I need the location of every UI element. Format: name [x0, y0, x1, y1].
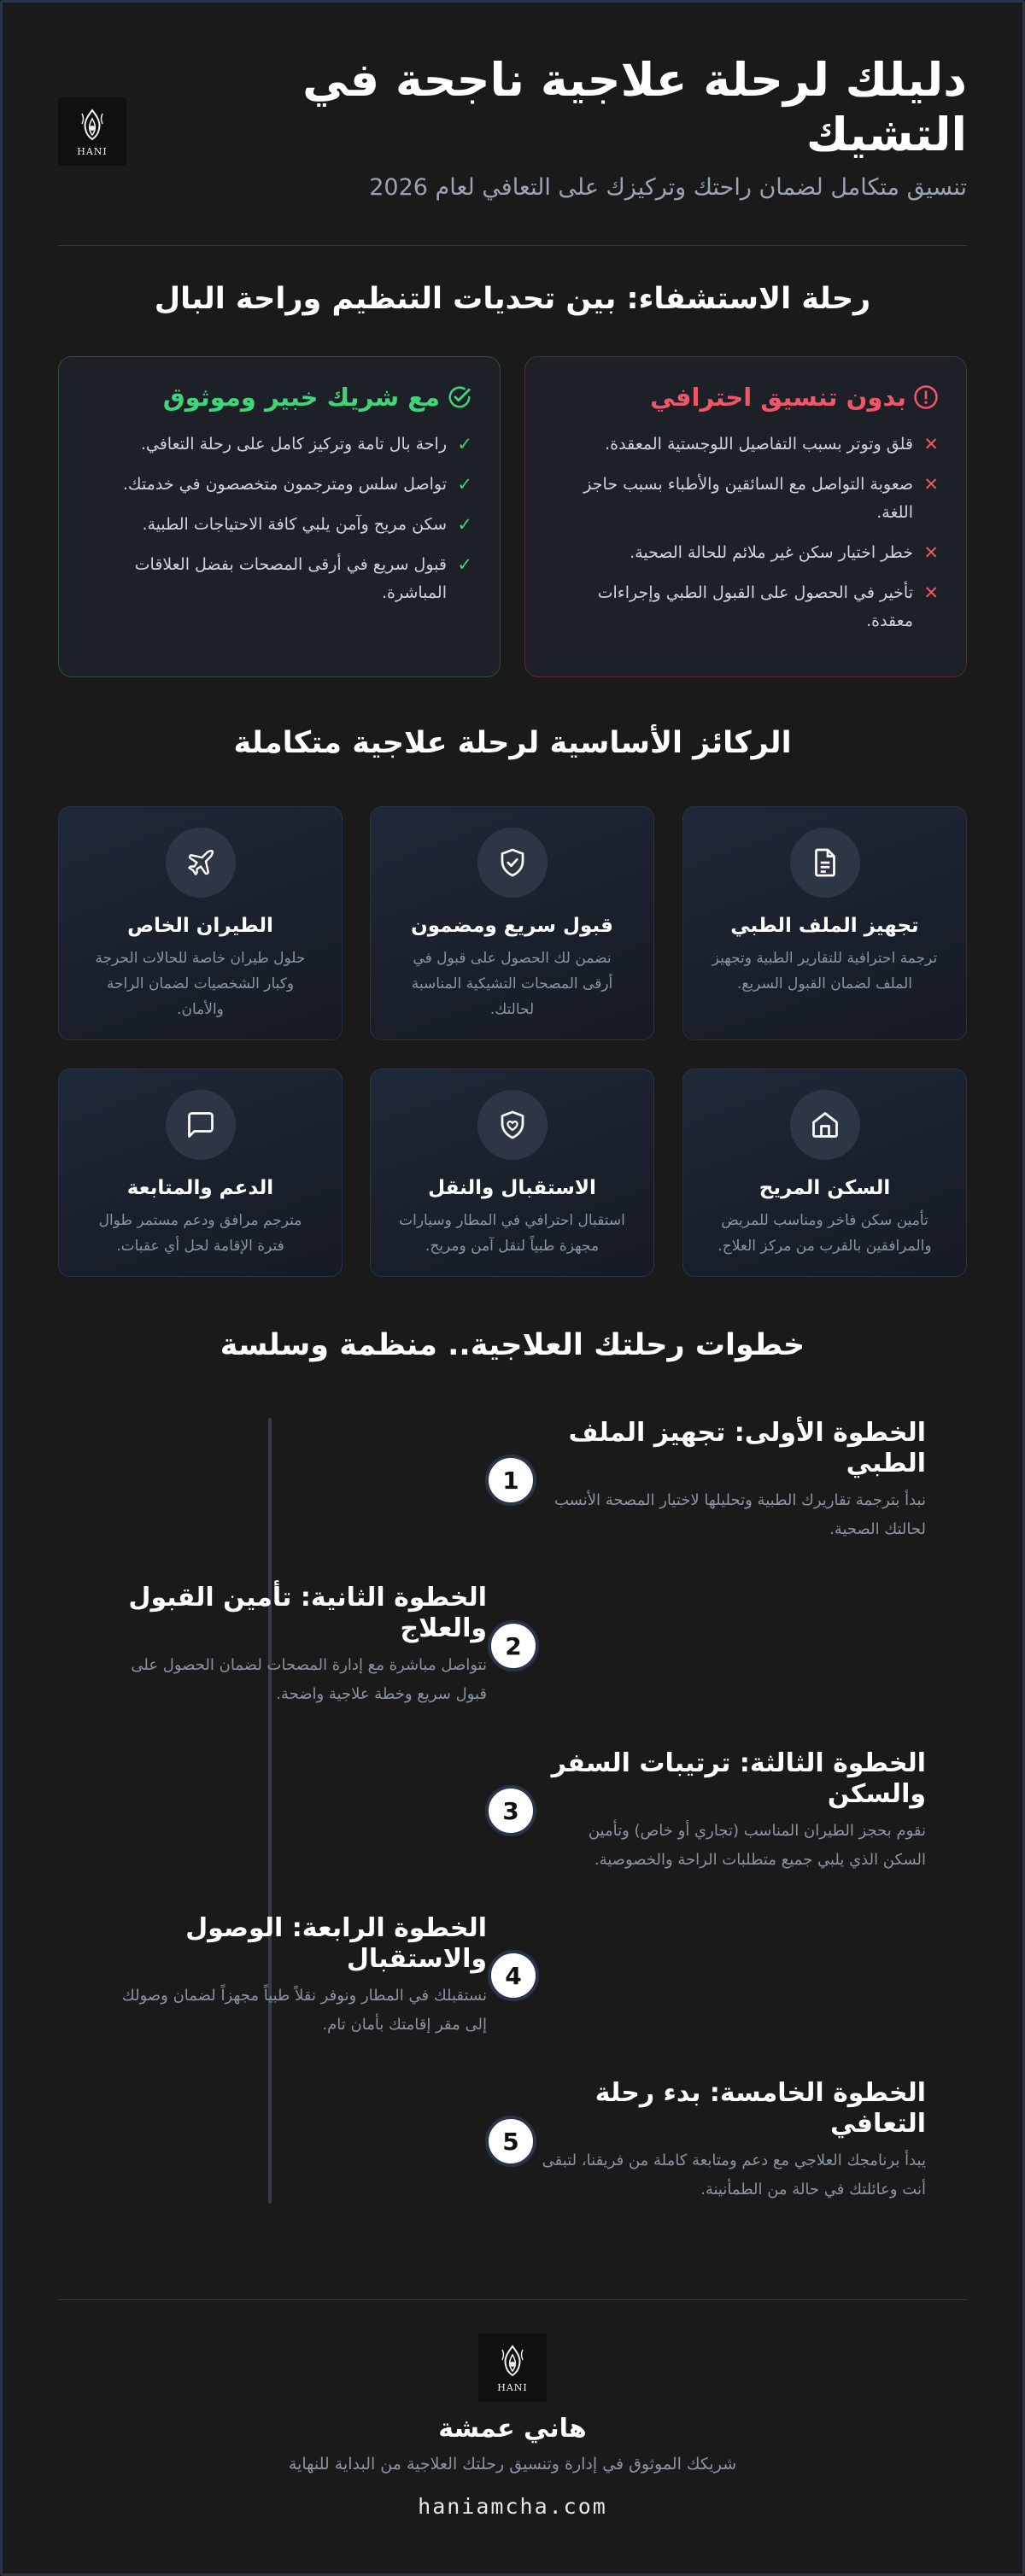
alert-circle-icon	[913, 384, 939, 410]
x-mark-icon: ✕	[923, 583, 939, 603]
footer-website-link[interactable]: haniamcha.com	[418, 2494, 607, 2519]
page-title: دليلك لرحلة علاجية ناجحة في التشيك	[302, 53, 967, 161]
pillar-desc: نضمن لك الحصول على قبول في أرقى المصحات التشيكية المناسبة لحالتك.	[411, 950, 613, 1018]
pillar-title: قبول سريع ومضمون	[411, 915, 613, 937]
list-item: ✕ صعوبة التواصل مع السائقين والأطباء بسبب حاجز اللغة.	[553, 471, 939, 527]
with-partner-card	[58, 356, 501, 677]
step-desc: نتواصل مباشرة مع إدارة المصحات لضمان الحصول على قبول سريع وخطة علاجية واضحة.	[131, 1656, 487, 1703]
list-item: ✕ خطر اختيار سكن غير ملائم للحالة الصحية.	[553, 539, 939, 567]
step-title: الخطوة الثالثة: ترتيبات السفر والسكن	[551, 1748, 926, 1809]
step-title: الخطوة الثانية: تأمين القبول والعلاج	[128, 1583, 487, 1643]
step-title: الخطوة الأولى: تجهيز الملف الطبي	[568, 1418, 926, 1478]
step-4	[102, 1913, 487, 2040]
flame-logo-icon	[495, 2343, 530, 2380]
steps-title: خطوات رحلتك العلاجية.. منظمة وسلسة	[220, 1328, 805, 1362]
pillar-title: الدعم والمتابعة	[126, 1177, 274, 1199]
chat-bubble-icon	[185, 1109, 216, 1140]
pillar-fast-admission	[370, 806, 654, 1040]
step-number-3: 3	[485, 1785, 536, 1836]
logo-text: HANI	[77, 145, 108, 157]
pillar-title: تجهيز الملف الطبي	[730, 915, 919, 937]
pillar-reception-transport	[370, 1068, 654, 1277]
step-1	[542, 1418, 926, 1544]
pillar-private-flight	[58, 806, 343, 1040]
step-number-5: 5	[485, 2116, 536, 2167]
footer-divider	[58, 2299, 967, 2300]
shield-heart-icon	[497, 1109, 528, 1140]
step-desc: نبدأ بترجمة تقاريرك الطبية وتحليلها لاختيار المصحة الأنسب لحالتك الصحية.	[554, 1491, 926, 1538]
pillars-title: الركائز الأساسية لرحلة علاجية متكاملة	[233, 726, 792, 760]
x-mark-icon: ✕	[923, 542, 939, 563]
pillar-title: الطيران الخاص	[127, 915, 273, 937]
x-mark-icon: ✕	[923, 474, 939, 495]
step-number-2: 2	[488, 1620, 539, 1671]
page-header	[58, 53, 967, 207]
header-divider	[58, 245, 967, 246]
step-desc: نقوم بحجز الطيران المناسب (تجاري أو خاص) وتأمين السكن الذي يلبي جميع متطلبات الراحة والخصوصية.	[588, 1822, 926, 1869]
check-mark-icon: ✓	[457, 474, 472, 495]
list-item: ✓ تواصل سلس ومترجمون متخصصون في خدمتك.	[86, 471, 472, 499]
footer-tagline: شريكك الموثوق في إدارة وتنسيق رحلتك العلاجية من البداية للنهاية	[288, 2455, 737, 2474]
pillar-accommodation	[682, 1068, 967, 1277]
with-card-title: مع شريك خبير وموثوق	[162, 383, 440, 412]
pillar-title: السكن المريح	[758, 1177, 891, 1199]
check-circle-icon	[447, 384, 472, 410]
check-mark-icon: ✓	[457, 434, 472, 454]
pillar-desc: تأمين سكن فاخر ومناسب للمريض والمرافقين بالقرب من مركز العلاج.	[718, 1212, 932, 1255]
list-item: ✓ راحة بال تامة وتركيز كامل على رحلة التعافي.	[86, 430, 472, 459]
step-number-1: 1	[485, 1455, 536, 1506]
list-item: ✕ تأخير في الحصول على القبول الطبي وإجراءات معقدة.	[553, 579, 939, 635]
list-item: ✓ قبول سريع في أرقى المصحات بفضل العلاقات المباشرة.	[86, 551, 472, 607]
pillar-title: الاستقبال والنقل	[428, 1177, 596, 1199]
step-number-4: 4	[488, 1950, 539, 2001]
flame-logo-icon	[75, 107, 109, 144]
page-subtitle: تنسيق متكامل لضمان راحتك وتركيزك على التعافي لعام 2026	[369, 174, 967, 201]
without-list	[553, 430, 939, 635]
footer-logo	[478, 2333, 547, 2402]
shield-check-icon	[497, 847, 528, 878]
step-desc: نستقبلك في المطار ونوفر نقلاً طبياً مجهزاً لضمان وصولك إلى مقر إقامتك بأمان تام.	[121, 1987, 487, 2034]
pillar-support-followup	[58, 1068, 343, 1277]
step-5	[542, 2078, 926, 2204]
plane-icon	[185, 847, 216, 878]
pillar-desc: ترجمة احترافية للتقارير الطبية وتجهيز الملف لضمان القبول السريع.	[712, 950, 938, 992]
step-2	[102, 1583, 487, 1709]
timeline-line	[268, 1418, 272, 2204]
without-coordination-card	[524, 356, 967, 677]
list-item: ✕ قلق وتوتر بسبب التفاصيل اللوجستية المعقدة.	[553, 430, 939, 459]
comparison-title: رحلة الاستشفاء: بين تحديات التنظيم وراحة البال	[154, 282, 871, 316]
pillar-desc: مترجم مرافق ودعم مستمر طوال فترة الإقامة لحل أي عقبات.	[98, 1212, 302, 1255]
file-text-icon	[810, 847, 840, 878]
check-mark-icon: ✓	[457, 514, 472, 535]
with-card-header	[86, 383, 472, 412]
with-list	[86, 430, 472, 607]
x-mark-icon: ✕	[923, 434, 939, 454]
step-title: الخطوة الرابعة: الوصول والاستقبال	[185, 1913, 487, 1974]
check-mark-icon: ✓	[457, 554, 472, 575]
without-card-header	[553, 383, 939, 412]
pillar-desc: استقبال احترافي في المطار وسيارات مجهزة طبياً لنقل آمن ومريح.	[399, 1212, 625, 1255]
step-3	[542, 1748, 926, 1875]
step-title: الخطوة الخامسة: بدء رحلة التعافي	[594, 2078, 926, 2139]
home-icon	[810, 1109, 840, 1140]
brand-logo	[58, 97, 126, 166]
pillar-desc: حلول طيران خاصة للحالات الحرجة وكبار الشخصيات لضمان الراحة والأمان.	[95, 950, 306, 1018]
step-desc: يبدأ برنامجك العلاجي مع دعم ومتابعة كاملة من فريقنا، لتبقى أنت وعائلتك في حالة من الطمأنينة.	[542, 2152, 926, 2198]
without-card-title: بدون تنسيق احترافي	[650, 383, 906, 412]
logo-text: HANI	[497, 2381, 528, 2393]
pillar-medical-file	[682, 806, 967, 1040]
footer-name: هاني عمشة	[438, 2414, 587, 2444]
list-item: ✓ سكن مريح وآمن يلبي كافة الاحتياجات الطبية.	[86, 511, 472, 539]
